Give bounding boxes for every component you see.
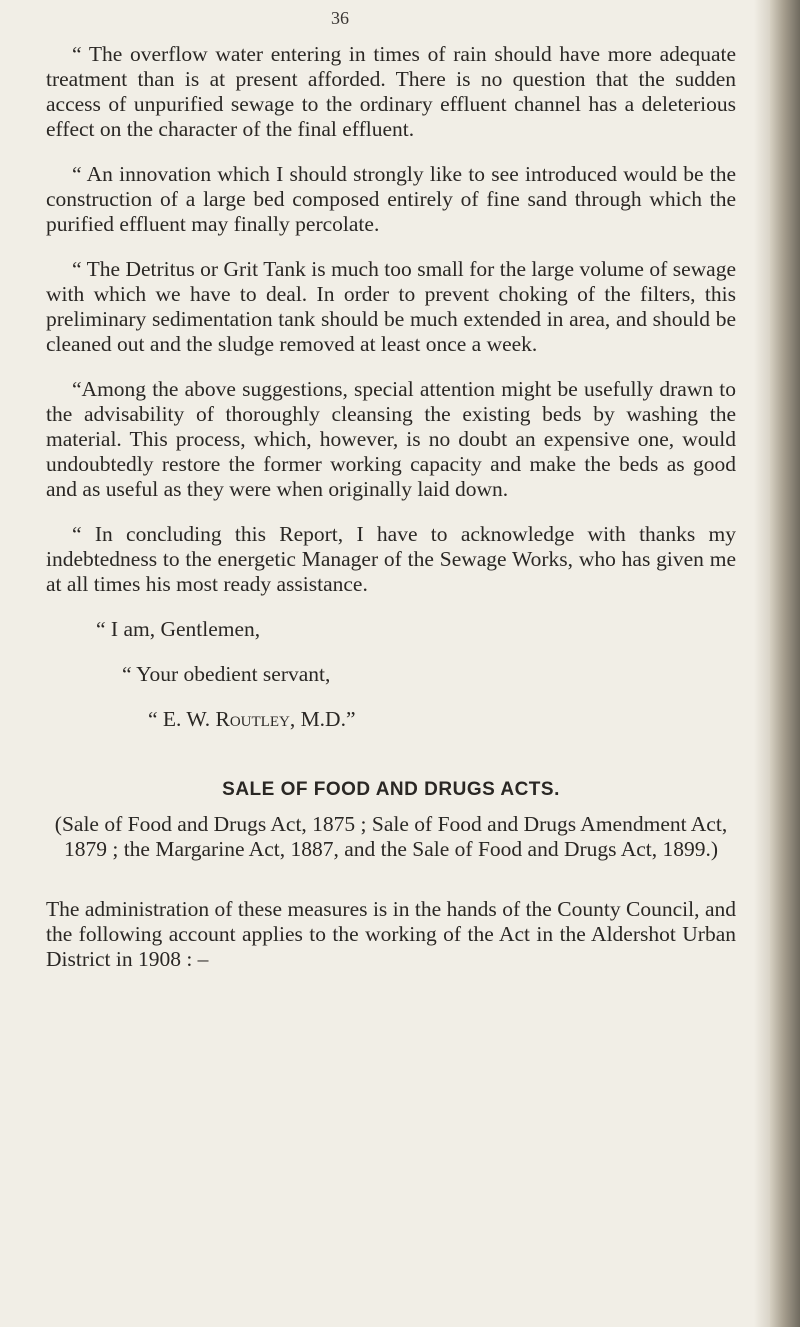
signature-prefix: “ E. W. — [148, 707, 216, 731]
closing-greeting: “ I am, Gentlemen, — [96, 617, 261, 641]
page-number: 36 — [331, 8, 349, 28]
section-heading: SALE OF FOOD AND DRUGS ACTS. — [222, 779, 560, 800]
paragraph-acknowledgement: “ In concluding this Report, I have to acknowledge with thanks my indebtedness to the energetic Manager of the Sewage Works, who has given me at all times his most ready assistance. — [46, 522, 736, 596]
paragraph-detritus-tank: “ The Detritus or Grit Tank is much too small for the large volume of sewage with which we have to deal. In order to prevent choking of the filters, this preliminary sedimentation tank should be much extended in area, and should be cleaned out and the sludge removed at least once a week. — [46, 257, 736, 356]
paragraph-sand-bed: “ An innovation which I should strongly like to see introduced would be the construction of a large bed composed entirely of fine sand through which the purified effluent may finally percolate. — [46, 162, 736, 236]
letter-closing — [46, 617, 736, 732]
page-edge-shadow — [754, 0, 770, 1327]
signature-name: Routley — [215, 707, 290, 731]
acts-list: (Sale of Food and Drugs Act, 1875 ; Sale of Food and Drugs Amendment Act, 1879 ; the Margarine Act, 1887, and the Sale of Food and Drugs Act, 1899.) — [54, 812, 728, 861]
closing-signature — [46, 707, 736, 732]
paragraph-overflow-water: “ The overflow water entering in times of rain should have more adequate treatment than is at present afforded. There is no question that the sudden access of unpurified sewage to the ordinary effluent channel has a deleterious effect on the character of the final effluent. — [46, 42, 736, 141]
closing-servant: “ Your obedient servant, — [122, 662, 331, 686]
signature-suffix: , M.D.” — [289, 707, 356, 731]
paragraph-administration: The administration of these measures is in the hands of the County Council, and the following account applies to the working of the Act in the Aldershot Urban District in 1908 : – — [46, 897, 736, 971]
paragraph-cleansing-beds: “Among the above suggestions, special attention might be usefully drawn to the advisability of thoroughly cleansing the existing beds by washing the material. This process, which, however, is no doubt an expensive one, would undoubtedly restore the former working capacity and make the beds as good and as useful as they were when originally laid down. — [46, 377, 736, 501]
book-spine-edge — [770, 0, 800, 1327]
report-body — [46, 42, 736, 971]
